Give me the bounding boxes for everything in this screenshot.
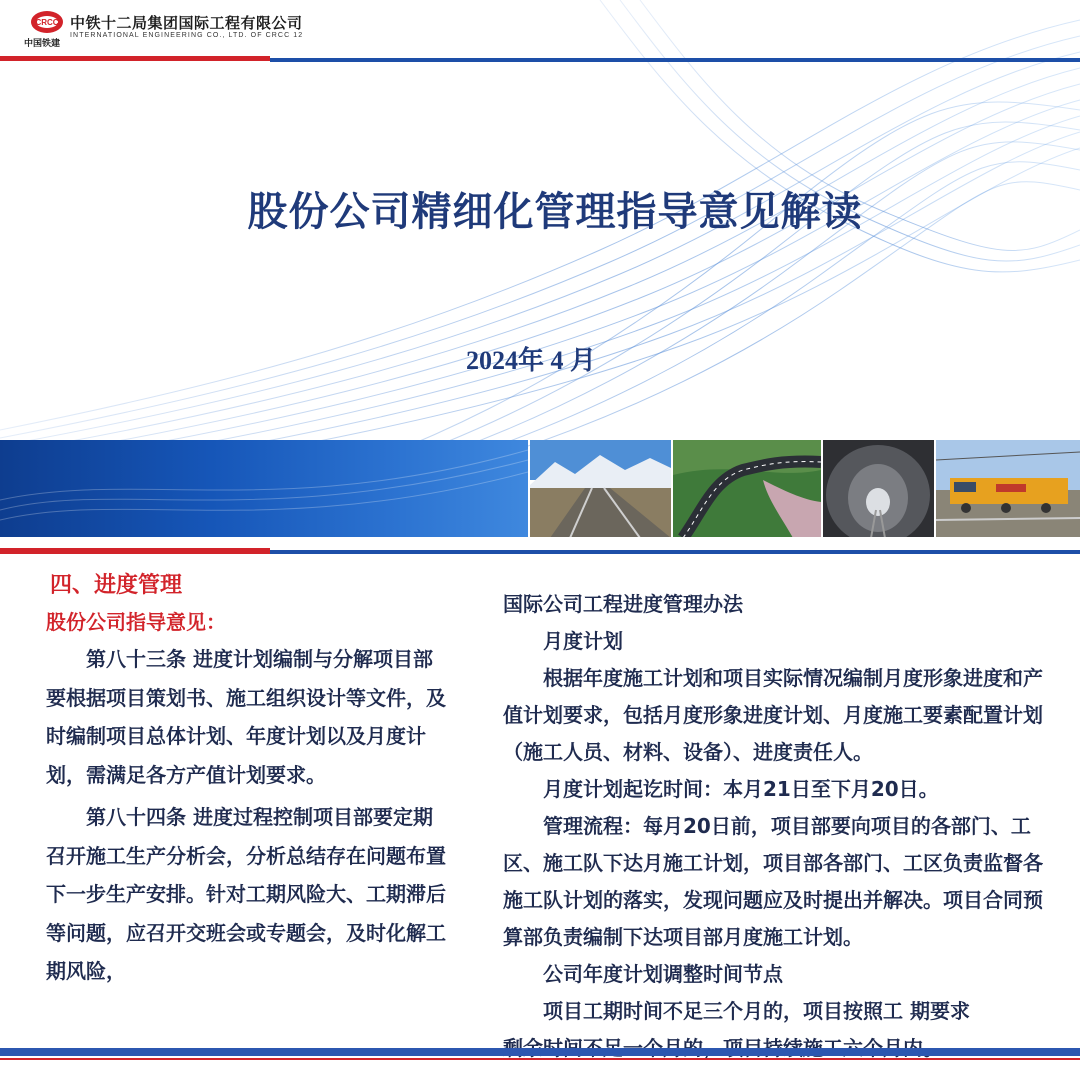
cover-title: 股份公司精细化管理指导意见解读 — [247, 189, 863, 235]
management-process: 管理流程：每月20日前，项目部要向项目的各部门、工区、施工队下达月施工计划，项目部各部门、工区负责监督各施工队计划的落实，发现问题应及时提出并解决。项目合同预算部负责编制下达项目部月度施工计划。 — [503, 814, 1043, 949]
guidance-text — [46, 640, 446, 991]
method-text — [503, 586, 1058, 1067]
footer-blue-rule — [0, 1048, 1080, 1056]
adjust-line-1: 项目工期时间不足三个月的，项目按照工 期要求 — [543, 999, 970, 1023]
content-red-stripe — [0, 548, 270, 554]
monthly-plan-text: 根据年度施工计划和项目实际情况编制月度形象进度和产值计划要求，包括月度形象进度计划、月度施工要素配置计划（施工人员、材料、设备）、进度责任人。 — [503, 666, 1043, 764]
company-name-en: INTERNATIONAL ENGINEERING CO., LTD. OF CRCC 12 — [70, 32, 304, 39]
article-84: 第八十四条 进度过程控制项目部要定期召开施工生产分析会，分析总结存在问题布置下一步生产安排。针对工期风险大、工期滞后等问题，应召开交班会或专题会，及时化解工期风险， — [46, 805, 446, 983]
photo-rail-train — [936, 440, 1080, 538]
content-slide — [0, 540, 1080, 1080]
header-blue-stripe — [270, 58, 1080, 62]
plan-period: 月度计划起讫时间：本月21日至下月20日。 — [543, 777, 939, 801]
content-blue-stripe — [270, 550, 1080, 554]
article-83: 第八十三条 进度计划编制与分解项目部要根据项目策划书、施工组织设计等文件，及时编制项目总体计划、年度计划以及月度计划，需满足各方产值计划要求。 — [46, 647, 446, 787]
crcc-logo-icon — [30, 10, 64, 34]
photo-mountain-highway — [673, 440, 821, 538]
photo-plateau-railway — [530, 440, 671, 538]
section-title: 四、进度管理 — [50, 573, 183, 598]
logo-caption: 中国铁建 — [24, 39, 61, 49]
adjust-title: 公司年度计划调整时间节点 — [543, 962, 783, 986]
svg-text:CRCC: CRCC — [35, 18, 59, 27]
photo-railway-tunnel — [823, 440, 934, 538]
cover-date: 2024年 4 月 — [466, 346, 597, 375]
guidance-title: 股份公司指导意见： — [46, 610, 226, 634]
method-title: 国际公司工程进度管理办法 — [503, 592, 743, 616]
company-name-cn: 中铁十二局集团国际工程有限公司 — [70, 14, 303, 32]
monthly-plan-label: 月度计划 — [543, 629, 623, 653]
blue-banner — [0, 440, 528, 538]
header-red-stripe — [0, 56, 270, 61]
footer-red-rule — [0, 1058, 1080, 1060]
